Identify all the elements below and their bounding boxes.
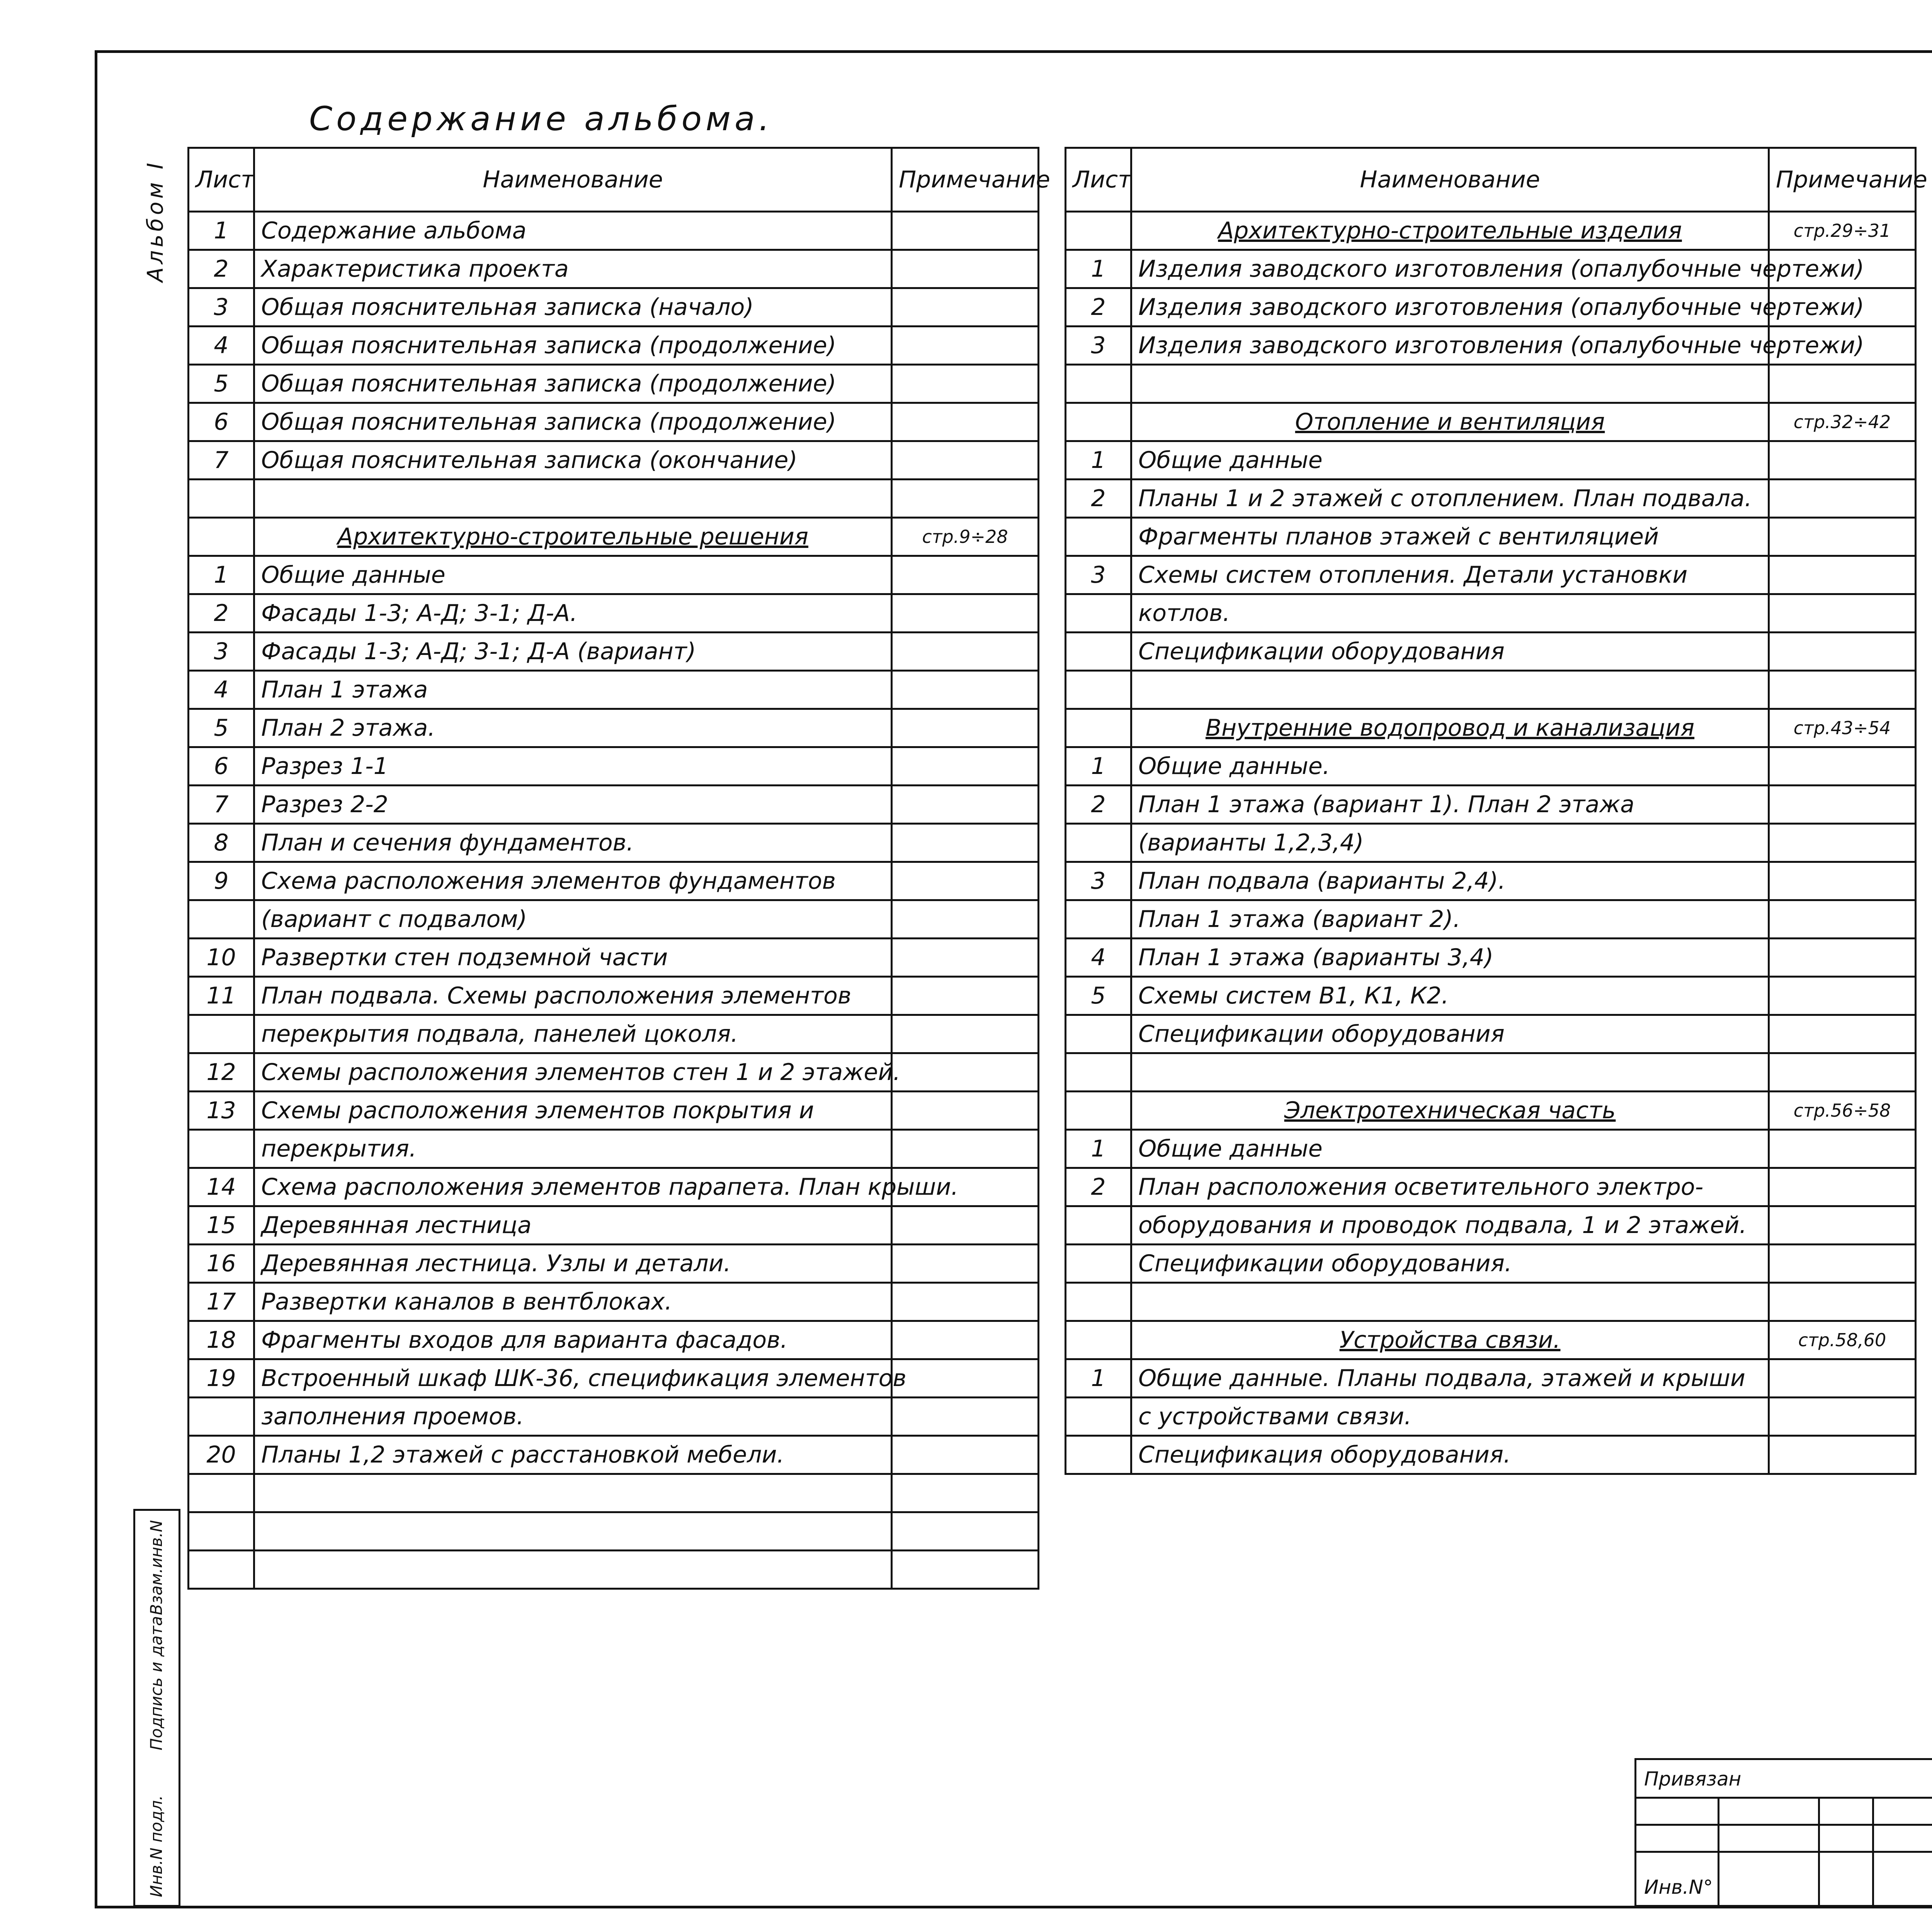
item-note [892, 1206, 1039, 1245]
item-name: Общая пояснительная записка (продолжение) [254, 403, 892, 441]
item-note: стр.56÷58 [1769, 1092, 1916, 1130]
sheet-number: 16 [189, 1245, 254, 1283]
table-row [1066, 556, 1916, 594]
item-name: Изделия заводского изготовления (опалубочные чертежи) [1131, 327, 1769, 365]
table-row [189, 1283, 1039, 1321]
sheet-number: 18 [189, 1321, 254, 1359]
table-row [189, 480, 1039, 518]
item-name: Развертки каналов в вентблоках. [254, 1283, 892, 1321]
table-row [1066, 1092, 1916, 1130]
table-row [189, 212, 1039, 250]
table-row [1066, 1283, 1916, 1321]
item-note: стр.29÷31 [1769, 212, 1916, 250]
sheet-number [1066, 1398, 1131, 1436]
header-note: Примечание [892, 148, 1039, 212]
item-note [892, 250, 1039, 288]
item-note [1769, 1359, 1916, 1398]
item-note [1769, 824, 1916, 862]
sheet-number [1066, 1321, 1131, 1359]
sheet-number: 2 [1066, 1168, 1131, 1206]
item-note [1769, 1168, 1916, 1206]
item-note [892, 1245, 1039, 1283]
item-note [892, 403, 1039, 441]
item-name: Схема расположения элементов парапета. План крыши. [254, 1168, 892, 1206]
side-stamp [133, 1509, 180, 1907]
table-row [189, 709, 1039, 747]
item-name: перекрытия подвала, панелей цоколя. [254, 1015, 892, 1053]
item-name: Общие данные. [1131, 747, 1769, 786]
item-note [1769, 862, 1916, 900]
item-name [254, 1474, 892, 1512]
table-row [189, 1321, 1039, 1359]
sheet-number [1066, 709, 1131, 747]
table-row [1066, 1053, 1916, 1092]
table-row [1066, 671, 1916, 709]
sheet-number: 12 [189, 1053, 254, 1092]
sheet-number: 2 [1066, 288, 1131, 327]
sheet-number: 2 [1066, 480, 1131, 518]
item-note [1769, 1398, 1916, 1436]
table-row [1066, 1359, 1916, 1398]
item-note [892, 1015, 1039, 1053]
item-name: Встроенный шкаф ШК-36, спецификация элементов [254, 1359, 892, 1398]
table-row [1066, 862, 1916, 900]
sheet-number: 5 [189, 709, 254, 747]
item-note [1769, 1245, 1916, 1283]
sheet-number [1066, 403, 1131, 441]
item-note [1769, 900, 1916, 939]
item-name: План подвала. Схемы расположения элементов [254, 977, 892, 1015]
item-name: Развертки стен подземной части [254, 939, 892, 977]
table-row [189, 518, 1039, 556]
sheet-number: 4 [1066, 939, 1131, 977]
item-name: Фрагменты планов этажей с вентиляцией [1131, 518, 1769, 556]
side-label-inv: Инв.N подл. [147, 1795, 166, 1897]
table-row [1066, 480, 1916, 518]
table-row [189, 441, 1039, 480]
item-name: Схема расположения элементов фундаментов [254, 862, 892, 900]
item-note [892, 327, 1039, 365]
item-note: стр.32÷42 [1769, 403, 1916, 441]
item-name: Характеристика проекта [254, 250, 892, 288]
attached-label: Привязан [1644, 1768, 1742, 1790]
table-row [189, 1015, 1039, 1053]
item-name: (варианты 1,2,3,4) [1131, 824, 1769, 862]
item-note [1769, 747, 1916, 786]
table-row [1066, 403, 1916, 441]
item-note [892, 1130, 1039, 1168]
item-note [892, 862, 1039, 900]
table-row [189, 556, 1039, 594]
table-row [189, 1053, 1039, 1092]
header-sheet: Лист [189, 148, 254, 212]
item-name: План 2 этажа. [254, 709, 892, 747]
table-row [189, 1551, 1039, 1589]
sheet-number: 14 [189, 1168, 254, 1206]
table-row [1066, 1321, 1916, 1359]
sheet-number [1066, 1436, 1131, 1474]
item-note [1769, 1015, 1916, 1053]
item-note [892, 556, 1039, 594]
item-name: Деревянная лестница. Узлы и детали. [254, 1245, 892, 1283]
item-note [892, 900, 1039, 939]
sheet-number: 7 [189, 786, 254, 824]
item-note [892, 594, 1039, 633]
item-name: Деревянная лестница [254, 1206, 892, 1245]
sheet-number: 2 [189, 250, 254, 288]
item-name: перекрытия. [254, 1130, 892, 1168]
sheet-number [1066, 633, 1131, 671]
sheet-number: 1 [1066, 1130, 1131, 1168]
sheet-number [189, 1474, 254, 1512]
item-note [892, 1283, 1039, 1321]
table-row [1066, 212, 1916, 250]
item-note [892, 480, 1039, 518]
item-name: План 1 этажа (вариант 1). План 2 этажа [1131, 786, 1769, 824]
sheet-number [189, 1015, 254, 1053]
item-note [1769, 518, 1916, 556]
table-row [189, 1436, 1039, 1474]
item-name [254, 1512, 892, 1551]
table-row [189, 862, 1039, 900]
item-note: стр.58,60 [1769, 1321, 1916, 1359]
sheet-number: 8 [189, 824, 254, 862]
table-row [189, 671, 1039, 709]
sheet-number: 6 [189, 403, 254, 441]
sheet-number: 17 [189, 1283, 254, 1321]
item-note [892, 1398, 1039, 1436]
sheet-number [189, 1512, 254, 1551]
table-row [189, 786, 1039, 824]
item-name: Устройства связи. [1131, 1321, 1769, 1359]
sheet-number: 3 [1066, 327, 1131, 365]
table-row [1066, 1130, 1916, 1168]
table-row [189, 633, 1039, 671]
table-row [189, 977, 1039, 1015]
item-note [1769, 1283, 1916, 1321]
item-note [892, 1321, 1039, 1359]
item-name: Электротехническая часть [1131, 1092, 1769, 1130]
item-note [892, 1474, 1039, 1512]
item-note [892, 1512, 1039, 1551]
table-row [189, 747, 1039, 786]
table-row [1066, 594, 1916, 633]
header-sheet: Лист [1066, 148, 1131, 212]
item-note [892, 671, 1039, 709]
table-row [189, 1474, 1039, 1512]
item-name: заполнения проемов. [254, 1398, 892, 1436]
item-name: котлов. [1131, 594, 1769, 633]
item-name: Спецификации оборудования [1131, 1015, 1769, 1053]
item-name: Схемы систем В1, К1, К2. [1131, 977, 1769, 1015]
item-note [1769, 671, 1916, 709]
item-name [1131, 1283, 1769, 1321]
item-name: Общие данные. Планы подвала, этажей и крыши [1131, 1359, 1769, 1398]
item-note [892, 212, 1039, 250]
table-row [1066, 709, 1916, 747]
table-row [189, 1130, 1039, 1168]
table-row [1066, 288, 1916, 327]
sheet-number: 1 [1066, 747, 1131, 786]
table-row [1066, 327, 1916, 365]
table-row [189, 288, 1039, 327]
item-note [892, 939, 1039, 977]
item-name: Общие данные [1131, 441, 1769, 480]
sheet-number: 13 [189, 1092, 254, 1130]
table-row [189, 1168, 1039, 1206]
sheet-number [1066, 1092, 1131, 1130]
sheet-number [1066, 671, 1131, 709]
sheet-number: 2 [1066, 786, 1131, 824]
sheet-number: 3 [1066, 556, 1131, 594]
sheet-number: 5 [189, 365, 254, 403]
item-note [892, 786, 1039, 824]
item-name: Спецификации оборудования. [1131, 1245, 1769, 1283]
side-label-replace: Взам.инв.N [147, 1520, 166, 1615]
item-name: Общая пояснительная записка (начало) [254, 288, 892, 327]
sheet-number [189, 480, 254, 518]
item-name: Внутренние водопровод и канализация [1131, 709, 1769, 747]
table-row [1066, 1206, 1916, 1245]
item-note: стр.43÷54 [1769, 709, 1916, 747]
sheet-number: 1 [1066, 441, 1131, 480]
sheet-number [189, 1130, 254, 1168]
item-name: с устройствами связи. [1131, 1398, 1769, 1436]
table-row [189, 1206, 1039, 1245]
table-row [189, 1359, 1039, 1398]
sheet-number [1066, 824, 1131, 862]
item-note: стр.9÷28 [892, 518, 1039, 556]
sheet-number [189, 1398, 254, 1436]
sheet-number: 19 [189, 1359, 254, 1398]
sheet-number [189, 900, 254, 939]
item-name: План расположения осветительного электро- [1131, 1168, 1769, 1206]
table-row [189, 900, 1039, 939]
item-name: Архитектурно-строительные решения [254, 518, 892, 556]
item-name: Общая пояснительная записка (окончание) [254, 441, 892, 480]
item-name: Схемы расположения элементов стен 1 и 2 этажей. [254, 1053, 892, 1092]
item-name: Фасады 1-3; А-Д; 3-1; Д-А (вариант) [254, 633, 892, 671]
item-name [254, 480, 892, 518]
table-row [189, 1092, 1039, 1130]
sheet-number [1066, 1206, 1131, 1245]
table-row [1066, 939, 1916, 977]
item-note [1769, 365, 1916, 403]
table-row [1066, 824, 1916, 862]
item-note [1769, 939, 1916, 977]
item-note [892, 441, 1039, 480]
item-name: Изделия заводского изготовления (опалубочные чертежи) [1131, 250, 1769, 288]
table-row [189, 1245, 1039, 1283]
item-note [1769, 977, 1916, 1015]
item-name: План 1 этажа (варианты 3,4) [1131, 939, 1769, 977]
item-note [892, 633, 1039, 671]
sheet-number: 2 [189, 594, 254, 633]
header-note: Примечание [1769, 148, 1916, 212]
sheet-number: 4 [189, 327, 254, 365]
item-name: Схемы систем отопления. Детали установки [1131, 556, 1769, 594]
sheet-number: 3 [189, 288, 254, 327]
sheet-number: 10 [189, 939, 254, 977]
item-name [1131, 1053, 1769, 1092]
table-row [1066, 1245, 1916, 1283]
table-row [189, 250, 1039, 288]
item-name: Архитектурно-строительные изделия [1131, 212, 1769, 250]
sheet-number: 1 [1066, 250, 1131, 288]
item-note [1769, 594, 1916, 633]
table-row [1066, 1168, 1916, 1206]
table-row [189, 824, 1039, 862]
sheet-number [1066, 1283, 1131, 1321]
item-note [892, 709, 1039, 747]
sheet-number [189, 518, 254, 556]
table-row [189, 939, 1039, 977]
sheet-number [1066, 594, 1131, 633]
item-name: (вариант с подвалом) [254, 900, 892, 939]
table-row [189, 403, 1039, 441]
sheet-number [189, 1551, 254, 1589]
sheet-number: 7 [189, 441, 254, 480]
album-label: Альбом I [143, 160, 168, 282]
sheet-number: 11 [189, 977, 254, 1015]
item-note [1769, 441, 1916, 480]
item-name: Фасады 1-3; А-Д; 3-1; Д-А. [254, 594, 892, 633]
item-note [1769, 1053, 1916, 1092]
album-title: Содержание альбома. [309, 100, 774, 138]
sheet-number: 15 [189, 1206, 254, 1245]
item-name: Схемы расположения элементов покрытия и [254, 1092, 892, 1130]
sheet-number: 20 [189, 1436, 254, 1474]
item-name: Разрез 1-1 [254, 747, 892, 786]
item-name: Спецификации оборудования [1131, 633, 1769, 671]
side-label-sign: Подпись и дата [147, 1616, 166, 1750]
item-name: Отопление и вентиляция [1131, 403, 1769, 441]
item-name: План подвала (варианты 2,4). [1131, 862, 1769, 900]
table-row [189, 594, 1039, 633]
sheet-number [1066, 518, 1131, 556]
item-name [254, 1551, 892, 1589]
sheet-number: 4 [189, 671, 254, 709]
sheet-number: 9 [189, 862, 254, 900]
item-name: оборудования и проводок подвала, 1 и 2 этажей. [1131, 1206, 1769, 1245]
table-row [1066, 747, 1916, 786]
item-note [1769, 480, 1916, 518]
sheet-number: 3 [189, 633, 254, 671]
sheet-number [1066, 212, 1131, 250]
sheet-number [1066, 1245, 1131, 1283]
item-note [1769, 1206, 1916, 1245]
item-name: План 1 этажа [254, 671, 892, 709]
table-row [1066, 441, 1916, 480]
table-row [1066, 1436, 1916, 1474]
contents-table-1 [187, 147, 1050, 1590]
item-name: Изделия заводского изготовления (опалубочные чертежи) [1131, 288, 1769, 327]
sheet-number: 1 [189, 556, 254, 594]
table-row [189, 365, 1039, 403]
sheet-number [1066, 1053, 1131, 1092]
item-note [892, 824, 1039, 862]
item-name: Содержание альбома [254, 212, 892, 250]
item-note [892, 977, 1039, 1015]
item-note [1769, 1436, 1916, 1474]
item-name: План 1 этажа (вариант 2). [1131, 900, 1769, 939]
item-name [1131, 365, 1769, 403]
item-note [892, 1092, 1039, 1130]
item-note [892, 1053, 1039, 1092]
table-row [189, 1512, 1039, 1551]
item-name: План и сечения фундаментов. [254, 824, 892, 862]
item-note [892, 1359, 1039, 1398]
contents-table-2 [1065, 147, 1927, 1475]
sheet-number [1066, 1015, 1131, 1053]
sheet-number: 5 [1066, 977, 1131, 1015]
table-row [1066, 633, 1916, 671]
header-name: Наименование [254, 148, 892, 212]
item-name [1131, 671, 1769, 709]
sheet-number: 1 [1066, 1359, 1131, 1398]
sheet-number [1066, 365, 1131, 403]
item-name: Общая пояснительная записка (продолжение) [254, 327, 892, 365]
table-row [1066, 365, 1916, 403]
item-name: Разрез 2-2 [254, 786, 892, 824]
table-row [1066, 786, 1916, 824]
item-name: Общие данные [254, 556, 892, 594]
sheet-number: 3 [1066, 862, 1131, 900]
attached-stamp [1634, 1758, 1932, 1907]
item-note [1769, 556, 1916, 594]
table-row [1066, 1398, 1916, 1436]
item-note [892, 288, 1039, 327]
sheet-number: 6 [189, 747, 254, 786]
sheet-number: 1 [189, 212, 254, 250]
header-name: Наименование [1131, 148, 1769, 212]
table-row [189, 327, 1039, 365]
item-note [1769, 633, 1916, 671]
table-row [1066, 1015, 1916, 1053]
item-name: Спецификация оборудования. [1131, 1436, 1769, 1474]
item-note [1769, 1130, 1916, 1168]
inv-label: Инв.N° [1644, 1876, 1713, 1898]
item-name: Планы 1,2 этажей с расстановкой мебели. [254, 1436, 892, 1474]
table-row [1066, 900, 1916, 939]
table-row [1066, 518, 1916, 556]
item-name: Фрагменты входов для варианта фасадов. [254, 1321, 892, 1359]
table-row [1066, 250, 1916, 288]
item-name: Общие данные [1131, 1130, 1769, 1168]
item-note [892, 1551, 1039, 1589]
item-note [1769, 786, 1916, 824]
item-name: Общая пояснительная записка (продолжение) [254, 365, 892, 403]
sheet-number [1066, 900, 1131, 939]
table-row [1066, 977, 1916, 1015]
item-note [892, 1436, 1039, 1474]
table-row [189, 1398, 1039, 1436]
item-name: Планы 1 и 2 этажей с отоплением. План подвала. [1131, 480, 1769, 518]
item-note [892, 747, 1039, 786]
item-note [892, 365, 1039, 403]
